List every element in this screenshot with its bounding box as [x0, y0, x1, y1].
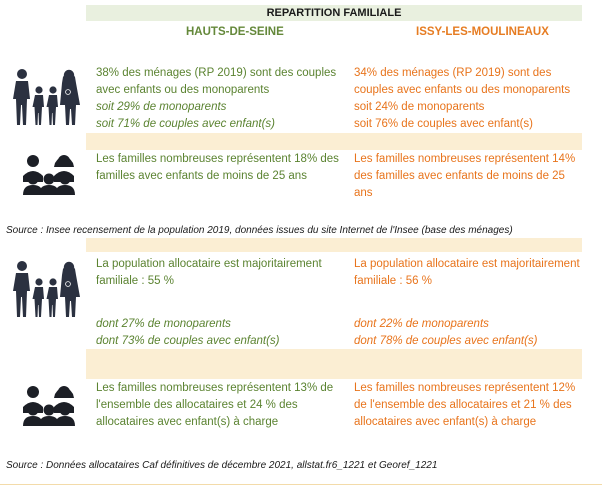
source-note-caf: Source : Données allocataires Caf définitives de décembre 2021, allstat.fr6_1221 et Georef_1221: [6, 460, 438, 471]
column-header-issy: ISSY-LES-MOULINEAUX: [416, 26, 549, 38]
s2-right-main: La population allocataire est majoritairement familiale : 56 %: [354, 258, 580, 287]
s1-left-large-families: Les familles nombreuses représentent 18% des familles avec enfants de moins de 25 ans: [96, 153, 339, 182]
s2-left-large-families: Les familles nombreuses représentent 13% de l'ensemble des allocataires et 24 % des allocataires avec enfant(s) à charge: [96, 382, 334, 428]
s1-left-main: 38% des ménages (RP 2019) sont des couples avec enfants ou des monoparents: [96, 67, 337, 96]
s2-left-monoparents: dont 27% de monoparents: [96, 318, 231, 330]
s1-left-monoparents: soit 29% de monoparents: [96, 101, 227, 113]
separator-band: [86, 349, 582, 379]
separator-band: [86, 133, 582, 150]
s2-left-couples: dont 73% de couples avec enfant(s): [96, 335, 280, 347]
s1-right-monoparents: soit 24% de monoparents: [354, 101, 485, 113]
s1-left-couples: soit 71% de couples avec enfant(s): [96, 118, 275, 130]
s2-right-large-families: Les familles nombreuses représentent 12% de l'ensemble des allocataires et 21 % des allocataires avec enfant(s) à charge: [354, 382, 576, 428]
family-icon: [12, 258, 82, 322]
family-icon: [12, 68, 82, 128]
large-family-icon: [20, 154, 78, 196]
separator-band: [86, 238, 582, 252]
s2-right-monoparents: dont 22% de monoparents: [354, 318, 489, 330]
s2-right-couples: dont 78% de couples avec enfant(s): [354, 335, 538, 347]
bottom-rule: [0, 484, 602, 485]
s1-right-main: 34% des ménages (RP 2019) sont des couples avec enfants ou des monoparents: [354, 67, 571, 96]
large-family-icon: [20, 385, 78, 427]
s2-left-main: La population allocataire est majoritairement familiale : 55 %: [96, 258, 322, 287]
source-note-insee: Source : Insee recensement de la population 2019, données issues du site Internet de l'Insee (base des ménages): [6, 225, 513, 236]
s1-right-couples: soit 76% de couples avec enfant(s): [354, 118, 533, 130]
table-title: REPARTITION FAMILIALE: [86, 5, 582, 21]
column-header-hauts-de-seine: HAUTS-DE-SEINE: [186, 26, 284, 38]
s1-right-large-families: Les familles nombreuses représentent 14% des familles avec enfants de moins de 25 ans: [354, 153, 576, 199]
